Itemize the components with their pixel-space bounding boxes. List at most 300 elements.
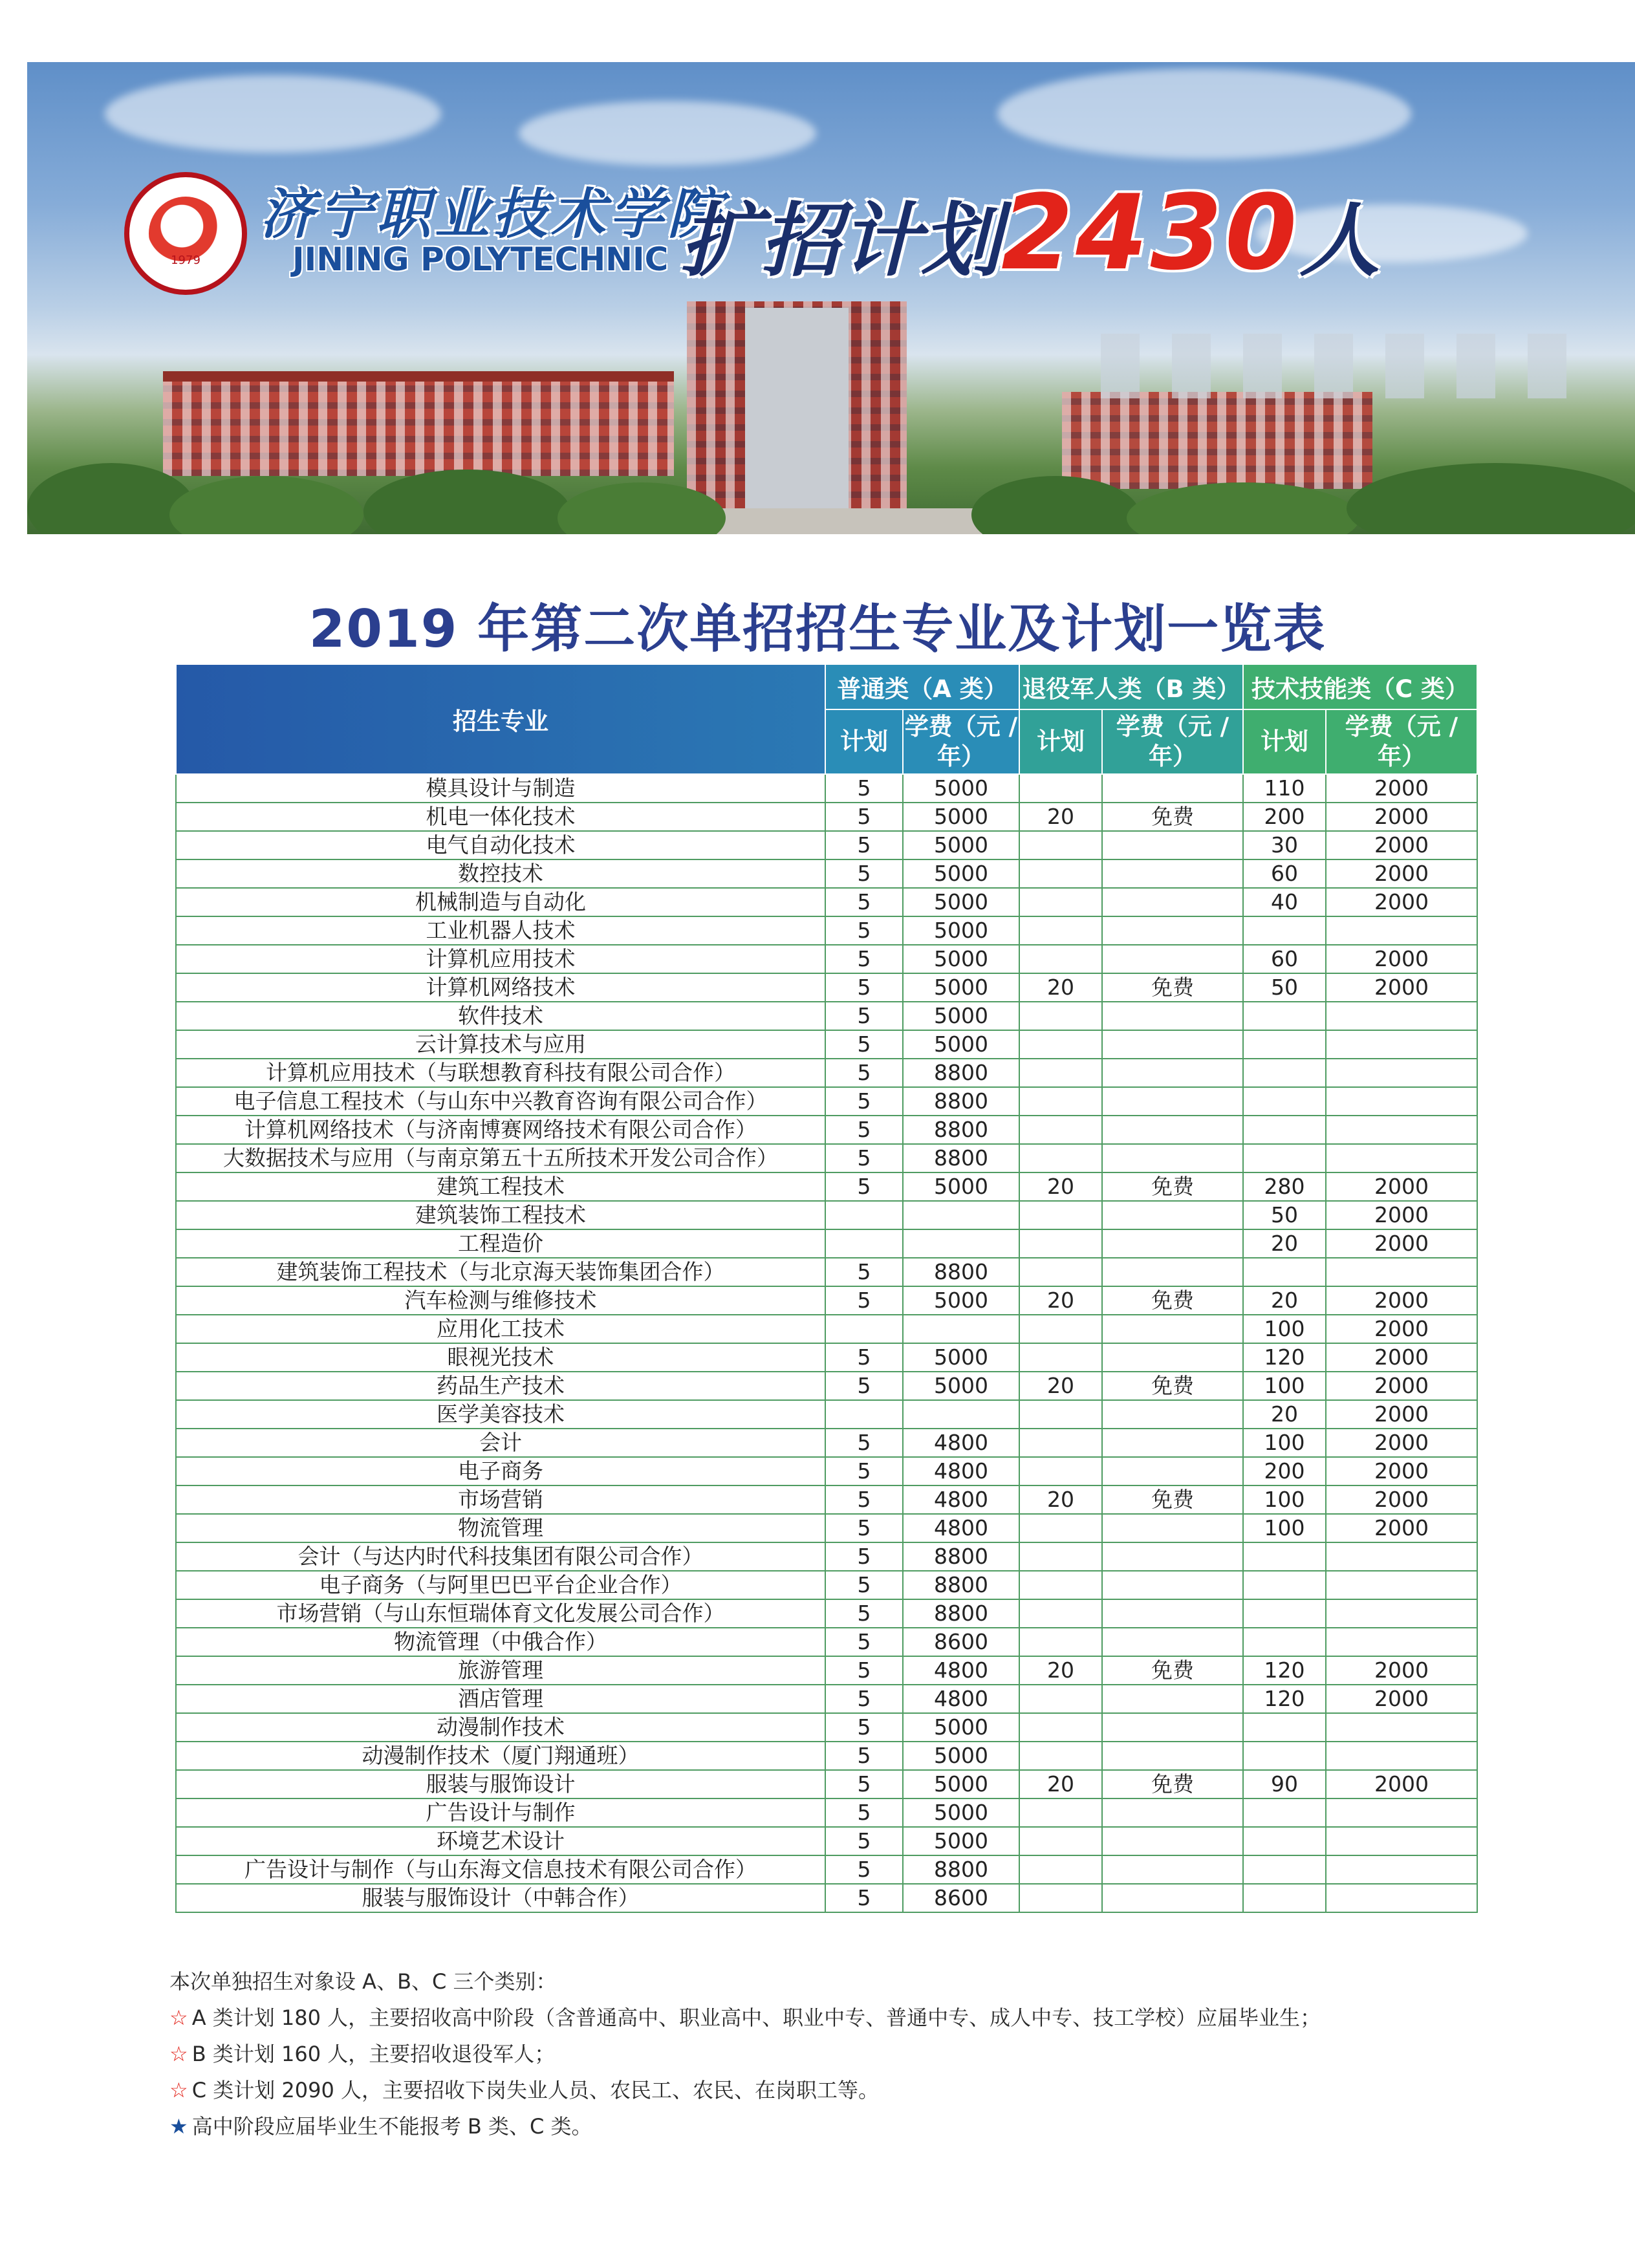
cell-major: 建筑装饰工程技术 — [176, 1201, 825, 1229]
table-row — [176, 1116, 1477, 1144]
cell-b-fee — [1102, 1002, 1243, 1030]
cell-c-plan: 30 — [1243, 831, 1326, 859]
cell-b-fee: 免费 — [1102, 1286, 1243, 1315]
table-row — [176, 1229, 1477, 1258]
cell-b-fee: 免费 — [1102, 973, 1243, 1002]
cell-b-plan — [1019, 1855, 1102, 1884]
cell-c-fee: 2000 — [1326, 945, 1477, 973]
cell-c-plan — [1243, 1855, 1326, 1884]
cell-major: 酒店管理 — [176, 1685, 825, 1713]
cell-b-plan — [1019, 1400, 1102, 1429]
cell-a-plan: 5 — [825, 1286, 903, 1315]
slogan-suffix: 人 — [1299, 195, 1380, 288]
cell-b-fee: 免费 — [1102, 1172, 1243, 1201]
cell-c-plan: 50 — [1243, 973, 1326, 1002]
table-row — [176, 1770, 1477, 1798]
page-title: 2019 年第二次单招招生专业及计划一览表 — [309, 599, 1326, 659]
table-row — [176, 1827, 1477, 1855]
cell-b-fee — [1102, 774, 1243, 803]
table-row — [176, 1628, 1477, 1656]
table-row — [176, 1514, 1477, 1542]
cell-b-fee — [1102, 1827, 1243, 1855]
table-row — [176, 1059, 1477, 1087]
cell-b-fee — [1102, 916, 1243, 945]
table-row — [176, 1002, 1477, 1030]
cell-b-plan: 20 — [1019, 1485, 1102, 1514]
cell-c-plan: 100 — [1243, 1429, 1326, 1457]
cell-c-fee — [1326, 1855, 1477, 1884]
cell-major: 药品生产技术 — [176, 1372, 825, 1400]
cell-a-fee: 8600 — [903, 1884, 1019, 1912]
note-item-b — [169, 2036, 1321, 2072]
cell-major: 云计算技术与应用 — [176, 1030, 825, 1059]
cell-b-plan: 20 — [1019, 1372, 1102, 1400]
cell-c-fee: 2000 — [1326, 1201, 1477, 1229]
cell-a-fee: 5000 — [903, 1343, 1019, 1372]
cell-b-plan — [1019, 1798, 1102, 1827]
cell-c-fee — [1326, 916, 1477, 945]
cell-c-fee: 2000 — [1326, 1286, 1477, 1315]
cell-major: 物流管理 — [176, 1514, 825, 1542]
cell-b-fee: 免费 — [1102, 1656, 1243, 1685]
cell-c-plan: 100 — [1243, 1315, 1326, 1343]
cell-a-fee: 8800 — [903, 1087, 1019, 1116]
cell-a-plan: 5 — [825, 1172, 903, 1201]
cell-b-fee — [1102, 1542, 1243, 1571]
enrollment-plan-table — [175, 664, 1478, 1913]
table-row — [176, 1599, 1477, 1628]
column-header-a-fee: 学费（元 / 年） — [903, 709, 1019, 774]
cell-major: 动漫制作技术 — [176, 1713, 825, 1742]
cell-a-plan: 5 — [825, 1685, 903, 1713]
table-row — [176, 1713, 1477, 1742]
cell-a-plan: 5 — [825, 859, 903, 888]
cell-b-plan — [1019, 1599, 1102, 1628]
cell-a-plan: 5 — [825, 1827, 903, 1855]
cell-a-fee: 5000 — [903, 803, 1019, 831]
cell-c-fee: 2000 — [1326, 1172, 1477, 1201]
cell-a-plan: 5 — [825, 1059, 903, 1087]
cell-major: 大数据技术与应用（与南京第五十五所技术开发公司合作） — [176, 1144, 825, 1172]
note-text-c: C 类计划 2090 人，主要招收下岗失业人员、农民工、农民、在岗职工等。 — [191, 2078, 879, 2102]
cell-b-plan — [1019, 1457, 1102, 1485]
column-header-c-plan: 计划 — [1243, 709, 1326, 774]
cell-b-plan — [1019, 916, 1102, 945]
cell-b-plan: 20 — [1019, 973, 1102, 1002]
cell-major: 机电一体化技术 — [176, 803, 825, 831]
cell-a-fee: 4800 — [903, 1457, 1019, 1485]
cell-c-fee — [1326, 1713, 1477, 1742]
cell-b-plan: 20 — [1019, 1770, 1102, 1798]
cell-c-plan: 200 — [1243, 1457, 1326, 1485]
cell-c-plan — [1243, 1884, 1326, 1912]
cell-c-fee — [1326, 1742, 1477, 1770]
cell-c-fee — [1326, 1599, 1477, 1628]
cell-a-fee: 5000 — [903, 1372, 1019, 1400]
cell-c-plan — [1243, 1002, 1326, 1030]
cell-major: 医学美容技术 — [176, 1400, 825, 1429]
cell-a-plan: 5 — [825, 1116, 903, 1144]
cell-a-plan: 5 — [825, 973, 903, 1002]
cell-c-fee: 2000 — [1326, 774, 1477, 803]
cell-b-fee: 免费 — [1102, 1485, 1243, 1514]
cell-major: 电气自动化技术 — [176, 831, 825, 859]
slogan-number: 2430 — [1001, 172, 1300, 293]
cell-c-fee — [1326, 1258, 1477, 1286]
table-row — [176, 1372, 1477, 1400]
cell-a-plan: 5 — [825, 774, 903, 803]
cell-a-fee — [903, 1229, 1019, 1258]
cell-a-fee: 8600 — [903, 1628, 1019, 1656]
cell-b-plan — [1019, 1201, 1102, 1229]
table-row — [176, 859, 1477, 888]
cell-major: 动漫制作技术（厦门翔通班） — [176, 1742, 825, 1770]
cell-a-plan: 5 — [825, 1457, 903, 1485]
table-row — [176, 1172, 1477, 1201]
table-row — [176, 1400, 1477, 1429]
table-row — [176, 803, 1477, 831]
cell-b-fee — [1102, 859, 1243, 888]
cell-major: 广告设计与制作 — [176, 1798, 825, 1827]
cell-a-plan: 5 — [825, 1798, 903, 1827]
cell-major: 旅游管理 — [176, 1656, 825, 1685]
cell-b-fee — [1102, 1144, 1243, 1172]
column-group-b: 退役军人类（B 类） — [1019, 664, 1243, 709]
cell-major: 电子商务（与阿里巴巴平台企业合作） — [176, 1571, 825, 1599]
cell-c-plan: 20 — [1243, 1229, 1326, 1258]
cell-c-fee — [1326, 1542, 1477, 1571]
cell-c-plan — [1243, 916, 1326, 945]
cell-b-plan — [1019, 1571, 1102, 1599]
cell-major: 会计 — [176, 1429, 825, 1457]
cell-c-plan — [1243, 1798, 1326, 1827]
cell-a-plan: 5 — [825, 1485, 903, 1514]
cell-b-fee: 免费 — [1102, 1770, 1243, 1798]
cell-a-plan: 5 — [825, 1656, 903, 1685]
cell-b-plan: 20 — [1019, 1172, 1102, 1201]
cell-major: 工业机器人技术 — [176, 916, 825, 945]
cell-b-fee — [1102, 1855, 1243, 1884]
cell-b-fee — [1102, 831, 1243, 859]
cell-c-fee — [1326, 1827, 1477, 1855]
cell-c-fee: 2000 — [1326, 1229, 1477, 1258]
note-text-restriction: 高中阶段应届毕业生不能报考 B 类、C 类。 — [191, 2114, 592, 2139]
cell-a-fee: 5000 — [903, 1286, 1019, 1315]
cell-b-fee — [1102, 1457, 1243, 1485]
column-group-c: 技术技能类（C 类） — [1243, 664, 1477, 709]
table-row — [176, 888, 1477, 916]
cell-c-fee: 2000 — [1326, 1429, 1477, 1457]
table-row — [176, 1571, 1477, 1599]
cell-a-fee — [903, 1400, 1019, 1429]
cell-b-fee — [1102, 1400, 1243, 1429]
cell-c-plan — [1243, 1258, 1326, 1286]
cell-c-fee — [1326, 1116, 1477, 1144]
table-header-row — [176, 664, 1477, 709]
cell-c-fee: 2000 — [1326, 888, 1477, 916]
table-row — [176, 973, 1477, 1002]
cell-a-plan: 5 — [825, 888, 903, 916]
cell-a-plan: 5 — [825, 1742, 903, 1770]
cell-c-plan: 200 — [1243, 803, 1326, 831]
cell-b-plan — [1019, 945, 1102, 973]
cell-c-fee: 2000 — [1326, 1485, 1477, 1514]
cell-major: 建筑装饰工程技术（与北京海天装饰集团合作） — [176, 1258, 825, 1286]
cell-c-plan: 60 — [1243, 945, 1326, 973]
table-row — [176, 1315, 1477, 1343]
cell-c-plan — [1243, 1599, 1326, 1628]
cell-b-fee — [1102, 1798, 1243, 1827]
cell-a-fee: 5000 — [903, 1002, 1019, 1030]
cell-major: 广告设计与制作（与山东海文信息技术有限公司合作） — [176, 1855, 825, 1884]
cell-c-plan: 20 — [1243, 1400, 1326, 1429]
cell-b-fee — [1102, 1258, 1243, 1286]
cell-c-fee: 2000 — [1326, 1656, 1477, 1685]
cell-b-fee — [1102, 1059, 1243, 1087]
cell-b-plan — [1019, 1030, 1102, 1059]
cell-b-plan — [1019, 831, 1102, 859]
cell-b-plan — [1019, 859, 1102, 888]
table-row — [176, 1685, 1477, 1713]
cell-a-plan: 5 — [825, 803, 903, 831]
logo-year: 1979 — [171, 254, 200, 267]
cell-b-fee — [1102, 1429, 1243, 1457]
cell-a-plan: 5 — [825, 1087, 903, 1116]
cell-c-fee: 2000 — [1326, 1315, 1477, 1343]
cell-a-plan: 5 — [825, 1571, 903, 1599]
cell-c-plan — [1243, 1742, 1326, 1770]
cell-a-fee: 5000 — [903, 831, 1019, 859]
cell-a-fee: 5000 — [903, 1770, 1019, 1798]
cell-c-fee — [1326, 1002, 1477, 1030]
cell-b-plan — [1019, 1258, 1102, 1286]
cell-a-fee: 4800 — [903, 1685, 1019, 1713]
table-row — [176, 1457, 1477, 1485]
cell-c-plan — [1243, 1144, 1326, 1172]
cell-a-plan: 5 — [825, 1884, 903, 1912]
cell-c-fee: 2000 — [1326, 1685, 1477, 1713]
cell-major: 计算机应用技术 — [176, 945, 825, 973]
cell-c-fee — [1326, 1571, 1477, 1599]
cell-c-plan — [1243, 1713, 1326, 1742]
cell-a-fee: 8800 — [903, 1059, 1019, 1087]
note-text-a: A 类计划 180 人，主要招收高中阶段（含普通高中、职业高中、职业中专、普通中专、成人中专、技工学校）应届毕业生； — [191, 2005, 1321, 2030]
cell-major: 市场营销 — [176, 1485, 825, 1514]
cell-c-plan: 60 — [1243, 859, 1326, 888]
cell-b-plan — [1019, 1315, 1102, 1343]
cell-b-fee — [1102, 1599, 1243, 1628]
cell-b-fee — [1102, 1116, 1243, 1144]
table-row — [176, 1144, 1477, 1172]
cell-a-plan: 5 — [825, 1372, 903, 1400]
enrollment-notes — [169, 1963, 1321, 2144]
cell-a-fee: 5000 — [903, 1798, 1019, 1827]
star-outline-icon: ☆ — [169, 2078, 188, 2102]
cell-major: 眼视光技术 — [176, 1343, 825, 1372]
cell-c-fee: 2000 — [1326, 1514, 1477, 1542]
cell-b-fee — [1102, 1685, 1243, 1713]
cell-c-fee — [1326, 1087, 1477, 1116]
cell-a-plan — [825, 1201, 903, 1229]
cell-b-plan — [1019, 1002, 1102, 1030]
cell-a-plan: 5 — [825, 1030, 903, 1059]
cell-b-fee — [1102, 1343, 1243, 1372]
cell-major: 市场营销（与山东恒瑞体育文化发展公司合作） — [176, 1599, 825, 1628]
school-logo — [124, 172, 247, 295]
cell-a-plan: 5 — [825, 1002, 903, 1030]
table-row — [176, 1343, 1477, 1372]
cell-b-fee — [1102, 1514, 1243, 1542]
cell-c-plan — [1243, 1542, 1326, 1571]
cell-a-plan — [825, 1315, 903, 1343]
cell-b-fee — [1102, 1201, 1243, 1229]
note-item-c — [169, 2072, 1321, 2108]
cell-c-plan: 90 — [1243, 1770, 1326, 1798]
cell-a-fee: 8800 — [903, 1116, 1019, 1144]
notes-intro: 本次单独招生对象设 A、B、C 三个类别： — [169, 1969, 557, 1994]
note-text-b: B 类计划 160 人，主要招收退役军人； — [191, 2042, 556, 2066]
cell-c-plan — [1243, 1116, 1326, 1144]
table-row — [176, 1742, 1477, 1770]
cell-b-fee — [1102, 1571, 1243, 1599]
note-item-restriction — [169, 2108, 1321, 2144]
cell-b-plan — [1019, 774, 1102, 803]
cell-major: 机械制造与自动化 — [176, 888, 825, 916]
cell-major: 电子信息工程技术（与山东中兴教育咨询有限公司合作） — [176, 1087, 825, 1116]
table-row — [176, 1286, 1477, 1315]
cell-a-plan: 5 — [825, 831, 903, 859]
cell-a-plan: 5 — [825, 1514, 903, 1542]
cell-major: 服装与服饰设计 — [176, 1770, 825, 1798]
cell-c-plan: 110 — [1243, 774, 1326, 803]
table-row — [176, 1884, 1477, 1912]
cell-b-plan — [1019, 1116, 1102, 1144]
table-row — [176, 1201, 1477, 1229]
cell-c-fee: 2000 — [1326, 1372, 1477, 1400]
cell-a-fee: 8800 — [903, 1599, 1019, 1628]
cell-c-plan — [1243, 1628, 1326, 1656]
cell-a-fee: 8800 — [903, 1571, 1019, 1599]
table-row — [176, 945, 1477, 973]
cell-c-fee: 2000 — [1326, 1457, 1477, 1485]
left-building — [163, 379, 674, 476]
cell-a-fee: 5000 — [903, 888, 1019, 916]
cell-c-plan: 100 — [1243, 1372, 1326, 1400]
cell-a-plan: 5 — [825, 1628, 903, 1656]
cell-a-plan: 5 — [825, 1770, 903, 1798]
cell-b-plan — [1019, 1343, 1102, 1372]
cell-c-plan: 100 — [1243, 1514, 1326, 1542]
cell-c-plan: 120 — [1243, 1343, 1326, 1372]
cell-a-plan: 5 — [825, 1429, 903, 1457]
cell-a-plan: 5 — [825, 1258, 903, 1286]
cell-b-fee: 免费 — [1102, 803, 1243, 831]
column-header-b-fee: 学费（元 / 年） — [1102, 709, 1243, 774]
cell-c-plan — [1243, 1087, 1326, 1116]
table-row — [176, 1542, 1477, 1571]
cell-b-fee — [1102, 1229, 1243, 1258]
cell-b-plan: 20 — [1019, 1656, 1102, 1685]
cell-major: 计算机网络技术 — [176, 973, 825, 1002]
column-header-c-fee: 学费（元 / 年） — [1326, 709, 1477, 774]
cell-c-fee — [1326, 1030, 1477, 1059]
cell-major: 计算机网络技术（与济南博赛网络技术有限公司合作） — [176, 1116, 825, 1144]
cell-c-fee: 2000 — [1326, 1770, 1477, 1798]
cell-major: 建筑工程技术 — [176, 1172, 825, 1201]
cell-b-plan — [1019, 888, 1102, 916]
cell-b-plan — [1019, 1429, 1102, 1457]
cell-b-plan — [1019, 1229, 1102, 1258]
cell-b-plan — [1019, 1884, 1102, 1912]
school-name-cn: 济宁职业技术学院 — [260, 182, 726, 246]
distant-towers — [1101, 334, 1592, 398]
star-outline-icon: ☆ — [169, 2005, 188, 2030]
cell-b-fee — [1102, 1030, 1243, 1059]
cell-a-fee: 8800 — [903, 1144, 1019, 1172]
cell-b-plan — [1019, 1514, 1102, 1542]
table-row — [176, 1855, 1477, 1884]
cell-a-fee: 4800 — [903, 1656, 1019, 1685]
cell-major: 会计（与达内时代科技集团有限公司合作） — [176, 1542, 825, 1571]
cell-a-fee: 5000 — [903, 859, 1019, 888]
cell-a-fee: 5000 — [903, 1742, 1019, 1770]
cell-b-plan — [1019, 1087, 1102, 1116]
cell-major: 计算机应用技术（与联想教育科技有限公司合作） — [176, 1059, 825, 1087]
cell-a-plan: 5 — [825, 1855, 903, 1884]
cell-b-plan — [1019, 1059, 1102, 1087]
column-group-a: 普通类（A 类） — [825, 664, 1019, 709]
enrollment-slogan — [680, 172, 1380, 293]
cell-a-fee — [903, 1201, 1019, 1229]
cell-c-fee — [1326, 1798, 1477, 1827]
slogan-prefix: 扩招计划 — [680, 195, 1002, 288]
cell-a-fee: 8800 — [903, 1855, 1019, 1884]
cell-b-plan — [1019, 1742, 1102, 1770]
cell-a-fee: 8800 — [903, 1542, 1019, 1571]
table-row — [176, 1798, 1477, 1827]
cell-a-plan — [825, 1229, 903, 1258]
column-header-a-plan: 计划 — [825, 709, 903, 774]
star-outline-icon: ☆ — [169, 2042, 188, 2066]
cell-c-fee — [1326, 1144, 1477, 1172]
cell-c-plan: 120 — [1243, 1656, 1326, 1685]
cell-a-plan: 5 — [825, 1542, 903, 1571]
table-row — [176, 774, 1477, 803]
cell-a-fee: 5000 — [903, 916, 1019, 945]
table-row — [176, 1429, 1477, 1457]
cell-c-plan: 120 — [1243, 1685, 1326, 1713]
cell-a-fee: 5000 — [903, 1172, 1019, 1201]
cell-a-fee: 5000 — [903, 1827, 1019, 1855]
cell-c-fee: 2000 — [1326, 1343, 1477, 1372]
cell-b-plan — [1019, 1713, 1102, 1742]
cell-b-plan: 20 — [1019, 1286, 1102, 1315]
cell-c-plan — [1243, 1059, 1326, 1087]
star-filled-icon: ★ — [169, 2114, 188, 2139]
cell-c-plan — [1243, 1571, 1326, 1599]
cell-b-fee — [1102, 1628, 1243, 1656]
table-row — [176, 1030, 1477, 1059]
cell-a-plan: 5 — [825, 1713, 903, 1742]
cell-a-fee: 5000 — [903, 1713, 1019, 1742]
cell-c-fee — [1326, 1884, 1477, 1912]
cell-c-plan: 100 — [1243, 1485, 1326, 1514]
left-building-roof — [163, 371, 674, 382]
cell-a-plan: 5 — [825, 916, 903, 945]
cell-c-fee — [1326, 1628, 1477, 1656]
cell-major: 物流管理（中俄合作） — [176, 1628, 825, 1656]
cell-a-plan: 5 — [825, 1599, 903, 1628]
